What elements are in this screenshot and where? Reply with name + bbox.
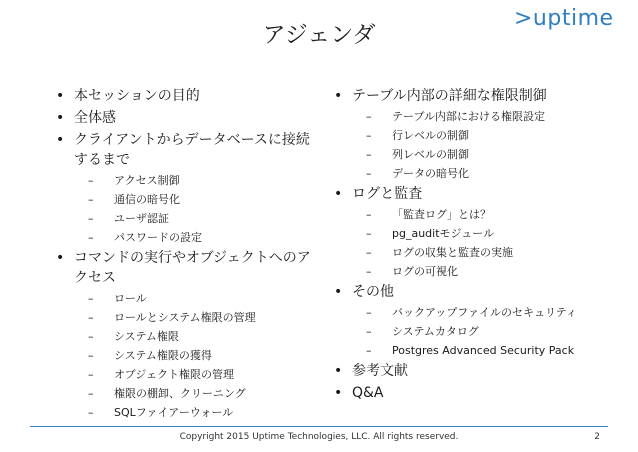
agenda-subitem-label: ログの収集と監査の実施: [392, 246, 513, 259]
agenda-subitem: [52, 229, 312, 246]
agenda-subitem: [330, 206, 600, 223]
agenda-subitem-label: システム権限: [114, 330, 179, 343]
agenda-subitem: [52, 366, 312, 383]
agenda-subitem-label: システム権限の獲得: [114, 349, 212, 362]
agenda-item: [330, 383, 600, 403]
agenda-subitem: [52, 172, 312, 189]
agenda-subitem: [330, 304, 600, 321]
agenda-item: [52, 130, 312, 170]
agenda-subitem-label: ログの可視化: [392, 265, 458, 278]
dash-icon: –: [366, 167, 372, 180]
agenda-subitem: [52, 309, 312, 326]
dash-icon: –: [88, 174, 94, 187]
agenda-subitem-label: 権限の棚卸、クリーニング: [114, 387, 246, 400]
agenda-subitem-label: pg_auditモジュール: [392, 227, 495, 240]
dash-icon: –: [366, 148, 372, 161]
dash-icon: –: [366, 265, 372, 278]
agenda-subitem-label: 「監査ログ」とは？: [392, 208, 491, 221]
agenda-subitem-label: アクセス制御: [114, 174, 180, 187]
dash-icon: –: [88, 368, 94, 381]
copyright-footer: Copyright 2015 Uptime Technologies, LLC. All rights reserved.: [179, 432, 459, 442]
agenda-subitem-label: オブジェクト権限の管理: [114, 368, 235, 381]
agenda-item-label: 全体感: [74, 110, 116, 126]
agenda-item: [330, 282, 600, 302]
agenda-subitem-label: ロールとシステム権限の管理: [114, 311, 256, 324]
bullet-icon: •: [334, 284, 343, 300]
agenda-subitem: [330, 146, 600, 163]
agenda-subitem-label: バックアップファイルのセキュリティ: [392, 306, 577, 319]
agenda-subitem: [52, 385, 312, 402]
dash-icon: –: [366, 208, 372, 221]
dash-icon: –: [366, 246, 372, 259]
agenda-subitem: [52, 191, 312, 208]
agenda-subitem: [330, 165, 600, 182]
dash-icon: –: [88, 406, 94, 419]
agenda-subitem-label: ユーザ認証: [114, 212, 169, 225]
dash-icon: –: [88, 311, 94, 324]
agenda-subitem: [52, 404, 312, 421]
left-agenda-column: [52, 86, 312, 423]
agenda-item: [52, 248, 312, 288]
bullet-icon: •: [334, 363, 343, 379]
agenda-subitem: [330, 342, 600, 359]
agenda-item-label: クライアントからデータベースに接続するまで: [74, 132, 310, 168]
bullet-icon: •: [334, 88, 343, 104]
agenda-item: [52, 86, 312, 106]
slide-title: アジェンダ: [262, 22, 376, 48]
bullet-icon: •: [56, 110, 65, 126]
bullet-icon: •: [56, 88, 65, 104]
dash-icon: –: [366, 129, 372, 142]
page-number: 2: [594, 432, 600, 442]
dash-icon: –: [88, 292, 94, 305]
agenda-subitem: [330, 127, 600, 144]
dash-icon: –: [366, 325, 372, 338]
agenda-subitem-label: システムカタログ: [392, 325, 479, 338]
agenda-subitem-label: ロール: [114, 292, 147, 305]
bullet-icon: •: [334, 186, 343, 202]
bullet-icon: •: [334, 385, 343, 401]
dash-icon: –: [366, 344, 372, 357]
agenda-subitem-label: データの暗号化: [392, 167, 469, 180]
agenda-subitem: [52, 210, 312, 227]
dash-icon: –: [88, 231, 94, 244]
agenda-subitem-label: 列レベルの制御: [392, 148, 469, 161]
agenda-subitem: [330, 263, 600, 280]
dash-icon: –: [88, 193, 94, 206]
agenda-subitem: [330, 108, 600, 125]
agenda-subitem-label: 通信の暗号化: [114, 193, 180, 206]
agenda-item-label: 参考文献: [352, 363, 408, 379]
agenda-subitem-label: Postgres Advanced Security Pack: [392, 344, 575, 357]
uptime-logo: >uptime: [514, 6, 614, 31]
agenda-subitem: [330, 225, 600, 242]
agenda-item-label: 本セッションの目的: [74, 88, 200, 104]
agenda-item-label: コマンドの実行やオブジェクトへのアクセス: [74, 250, 311, 286]
agenda-subitem: [330, 323, 600, 340]
dash-icon: –: [366, 306, 372, 319]
agenda-item-label: その他: [352, 284, 394, 300]
dash-icon: –: [366, 110, 372, 123]
bullet-icon: •: [56, 250, 65, 266]
agenda-item-label: テーブル内部の詳細な権限制御: [352, 88, 547, 104]
dash-icon: –: [366, 227, 372, 240]
agenda-subitem-label: テーブル内部における権限設定: [392, 110, 546, 123]
agenda-item: [330, 86, 600, 106]
agenda-subitem: [330, 244, 600, 261]
dash-icon: –: [88, 330, 94, 343]
agenda-item: [330, 184, 600, 204]
agenda-subitem-label: 行レベルの制御: [392, 129, 469, 142]
dash-icon: –: [88, 212, 94, 225]
agenda-subitem: [52, 347, 312, 364]
agenda-subitem: [52, 290, 312, 307]
agenda-item: [52, 108, 312, 128]
agenda-subitem: [52, 328, 312, 345]
bullet-icon: •: [56, 132, 65, 148]
agenda-subitem-label: パスワードの設定: [114, 231, 202, 244]
right-agenda-column: [330, 86, 600, 405]
agenda-item: [330, 361, 600, 381]
agenda-item-label: Q&A: [352, 385, 384, 401]
agenda-subitem-label: SQLファイアーウォール: [114, 406, 234, 419]
agenda-item-label: ログと監査: [352, 186, 423, 202]
dash-icon: –: [88, 349, 94, 362]
footer-divider: [30, 426, 608, 427]
dash-icon: –: [88, 387, 94, 400]
